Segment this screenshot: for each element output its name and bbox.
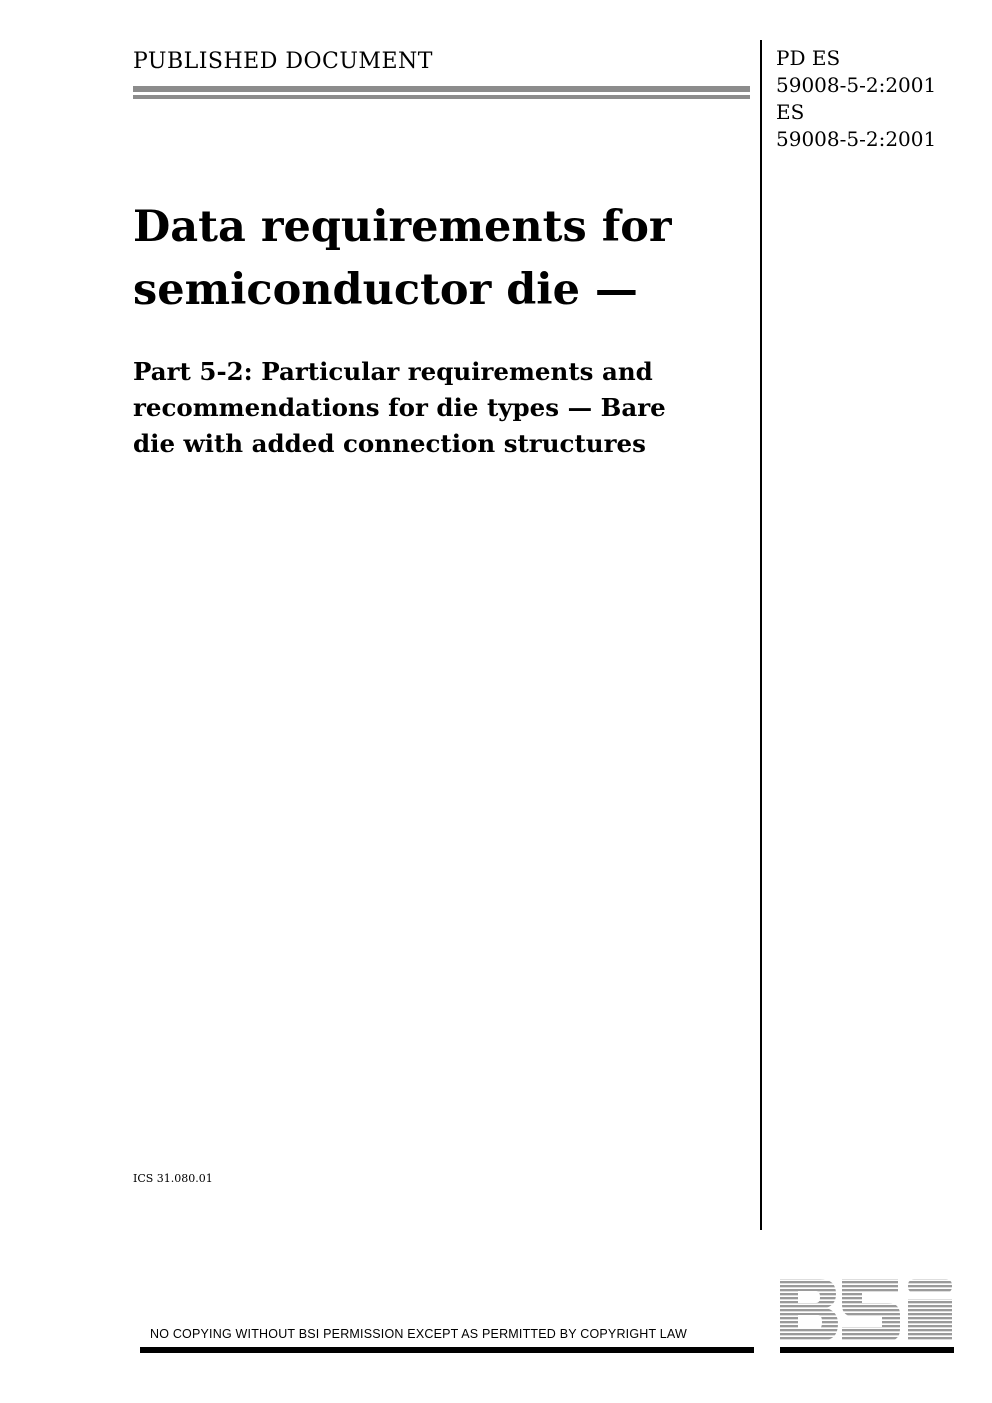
- copyright-notice: NO COPYING WITHOUT BSI PERMISSION EXCEPT AS PERMITTED BY COPYRIGHT LAW: [150, 1327, 688, 1341]
- identifier-line: PD ES: [776, 46, 841, 70]
- part-title-line: Part 5-2: Particular requirements and: [133, 357, 653, 386]
- vertical-divider: [760, 40, 762, 1230]
- part-title-line: recommendations for die types — Bare: [133, 393, 666, 422]
- header-rule-top: [133, 86, 750, 92]
- part-title-line: die with added connection structures: [133, 429, 646, 458]
- main-title: [133, 196, 753, 322]
- main-title-line: semiconductor die —: [133, 265, 638, 315]
- part-title: [133, 354, 753, 462]
- ics-code: ICS 31.080.01: [133, 1172, 213, 1185]
- footer-rule: [140, 1347, 754, 1353]
- logo-underline: [780, 1347, 954, 1353]
- header-rule-bottom: [133, 95, 750, 99]
- main-title-line: Data requirements for: [133, 202, 672, 252]
- document-type-label: PUBLISHED DOCUMENT: [133, 49, 433, 74]
- identifier-line: ES: [776, 100, 805, 124]
- identifier-line: 59008-5-2:2001: [776, 73, 937, 97]
- bsi-logo-icon: [778, 1277, 956, 1343]
- identifier-line: 59008-5-2:2001: [776, 127, 937, 151]
- document-identifiers: [776, 45, 936, 153]
